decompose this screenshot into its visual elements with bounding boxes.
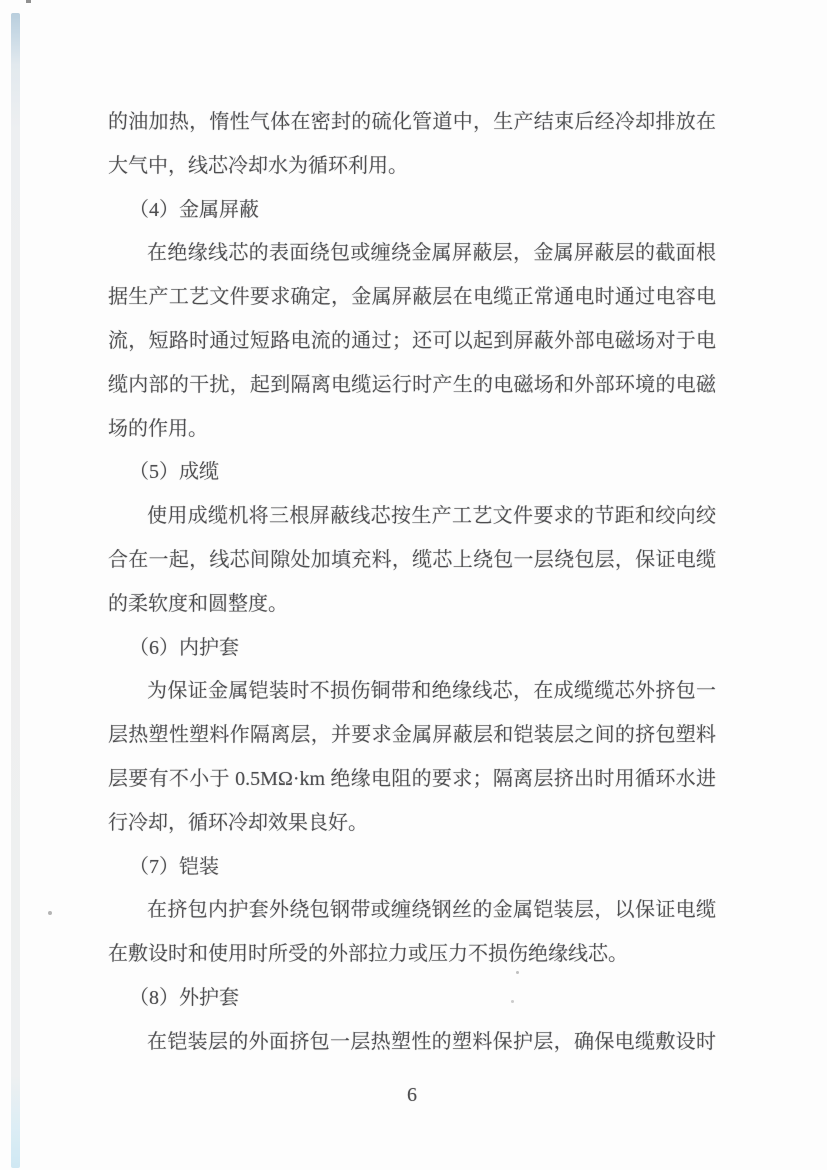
section-heading: （8）外护套	[129, 986, 239, 1009]
section-heading: （6）内护套	[129, 636, 239, 659]
section-heading: （4）金属屏蔽	[129, 198, 259, 221]
scan-speck	[26, 0, 31, 3]
text-line: 缆内部的干扰，起到隔离电缆运行时产生的电磁场和外部环境的电磁	[108, 373, 716, 396]
text-line: 层要有不小于 0.5MΩ·km 绝缘电阻的要求；隔离层挤出时用循环水进	[108, 767, 716, 790]
text-line: 使用成缆机将三根屏蔽线芯按生产工艺文件要求的节距和绞向绞	[147, 505, 716, 528]
text-line: 场的作用。	[108, 417, 208, 440]
text-line: 在铠装层的外面挤包一层热塑性的塑料保护层，确保电缆敷设时	[147, 1030, 716, 1053]
text-line: 在绝缘线芯的表面绕包或缠绕金属屏蔽层，金属屏蔽层的截面根	[147, 242, 716, 265]
text-line: 在敷设时和使用时所受的外部拉力或压力不损伤绝缘线芯。	[108, 943, 628, 966]
document-body	[108, 101, 716, 1065]
section-heading: （5）成缆	[129, 461, 219, 484]
text-line: 为保证金属铠装时不损伤铜带和绝缘线芯，在成缆缆芯外挤包一	[147, 680, 716, 703]
text-line: 层热塑性塑料作隔离层，并要求金属屏蔽层和铠装层之间的挤包塑料	[108, 724, 716, 747]
text-line: 合在一起，线芯间隙处加填充料，缆芯上绕包一层绕包层，保证电缆	[108, 548, 716, 571]
text-line: 据生产工艺文件要求确定，金属屏蔽层在电缆正常通电时通过电容电	[108, 286, 716, 309]
text-line: 流，短路时通过短路电流的通过；还可以起到屏蔽外部电磁场对于电	[108, 329, 716, 352]
text-line: 的柔软度和圆整度。	[108, 592, 288, 615]
scan-edge-artifact	[11, 13, 20, 1168]
text-line: 大气中，线芯冷却水为循环利用。	[108, 154, 408, 177]
scan-speck	[48, 911, 52, 915]
section-heading: （7）铠装	[129, 855, 219, 878]
text-line: 在挤包内护套外绕包钢带或缠绕钢丝的金属铠装层，以保证电缆	[147, 899, 716, 922]
page-number: 6	[407, 1084, 417, 1106]
text-line: 的油加热，惰性气体在密封的硫化管道中，生产结束后经冷却排放在	[108, 111, 716, 133]
text-line: 行冷却，循环冷却效果良好。	[108, 811, 368, 834]
